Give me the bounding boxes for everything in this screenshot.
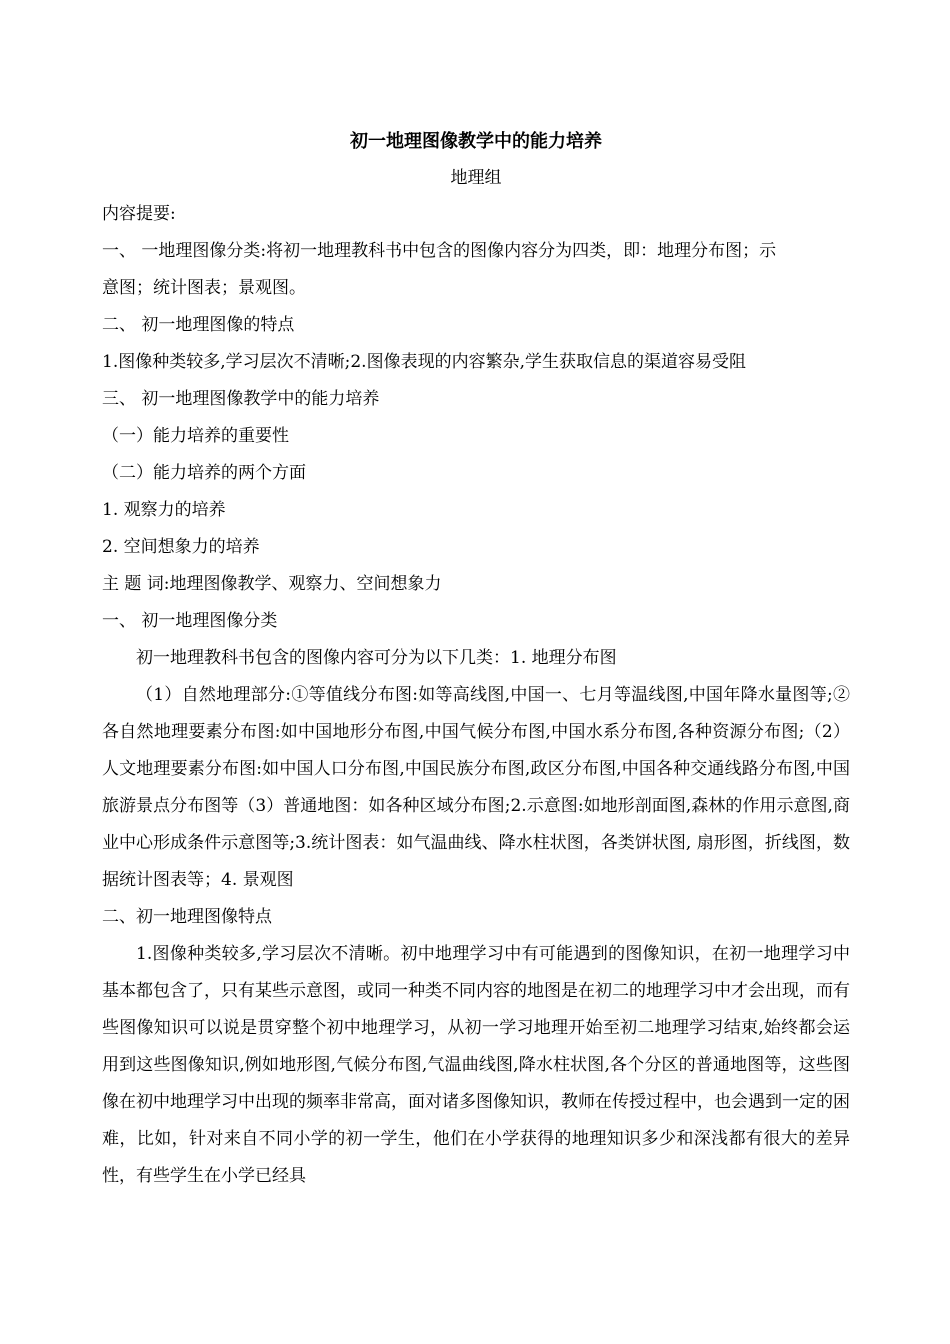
abstract-line: 三、 初一地理图像教学中的能力培养	[102, 389, 380, 409]
section-heading: 一、 初一地理图像分类	[102, 611, 278, 631]
abstract-line: 2. 空间想象力的培养	[102, 537, 260, 557]
document-author: 地理组	[450, 168, 502, 188]
document-body	[102, 124, 850, 1195]
abstract-line: 1. 观察力的培养	[102, 500, 226, 520]
section-paragraph: 1.图像种类较多,学习层次不清晰。初中地理学习中有可能遇到的图像知识，在初一地理学习中基本都包含了，只有某些示意图，或同一种类不同内容的地图是在初二的地理学习中才会出现，而有些图像知识可以说是贯穿整个初中地理学习，从初一学习地理开始至初二地理学习结束,始终都会运用到这些图像知识,例如地形图,气候分布图,气温曲线图,降水柱状图,各个分区的普通地图等，这些图像在初中地理学习中出现的频率非常高，面对诸多图像知识，教师在传授过程中，也会遇到一定的困难，比如，针对来自不同小学的初一学生，他们在小学获得的地理知识多少和深浅都有很大的差异性，有些学生在小学已经具	[102, 944, 850, 1186]
section-heading: 二、初一地理图像特点	[102, 907, 272, 927]
abstract-line: （一）能力培养的重要性	[102, 426, 289, 446]
keywords: 主 题 词:地理图像教学、观察力、空间想象力	[102, 574, 442, 594]
section-paragraph: （1）自然地理部分:①等值线分布图:如等高线图,中国一、七月等温线图,中国年降水量图等;②各自然地理要素分布图:如中国地形分布图,中国气候分布图,中国水系分布图,各种资源分布图;（2）人文地理要素分布图:如中国人口分布图,中国民族分布图,政区分布图,中国各种交通线路分布图,中国旅游景点分布图等（3）普通地图：如各种区域分布图;2.示意图:如地形剖面图,森林的作用示意图,商业中心形成条件示意图等;3.统计图表：如气温曲线、降水柱状图，各类饼状图, 扇形图，折线图，数据统计图表等；4. 景观图	[102, 685, 850, 890]
abstract-heading: 内容提要:	[102, 204, 176, 224]
section-intro: 初一地理教科书包含的图像内容可分为以下几类：1. 地理分布图	[136, 648, 617, 668]
document-title: 初一地理图像教学中的能力培养	[350, 131, 602, 152]
abstract-line: 意图；统计图表；景观图。	[102, 278, 306, 298]
abstract-line: 二、 初一地理图像的特点	[102, 315, 295, 335]
abstract-line: （二）能力培养的两个方面	[102, 463, 306, 483]
abstract-line: 1.图像种类较多,学习层次不清晰;2.图像表现的内容繁杂,学生获取信息的渠道容易受阻	[102, 352, 746, 372]
abstract-line: 一、 一地理图像分类:将初一地理教科书中包含的图像内容分为四类，即：地理分布图；示	[102, 241, 777, 261]
